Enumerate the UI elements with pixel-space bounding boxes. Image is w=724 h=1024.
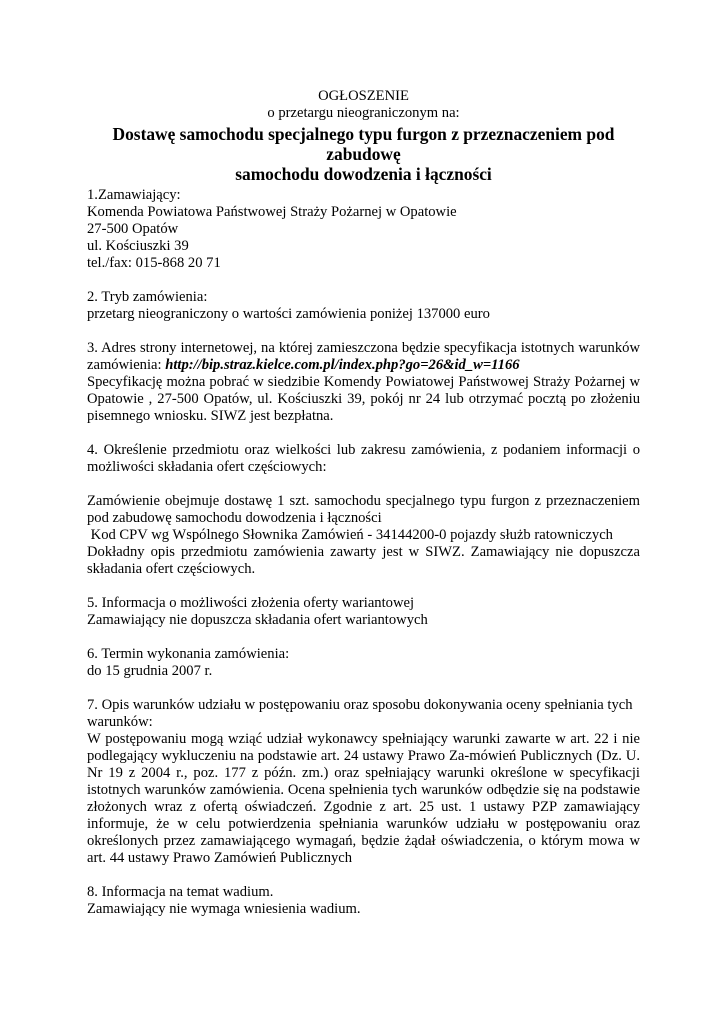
section-4-heading: 4. Określenie przedmiotu oraz wielkości lub zakresu zamówienia, z podaniem informacji o możliwości składania ofert częściowych: [87, 442, 640, 475]
section-5-text: Zamawiający nie dopuszcza składania ofert wariantowych [87, 612, 428, 628]
section-7-heading: 7. Opis warunków udziału w postępowaniu oraz sposobu dokonywania oceny spełniania tych warunków: [87, 697, 633, 730]
section-2-text: przetarg nieograniczony o wartości zamówienia poniżej 137000 euro [87, 306, 490, 322]
section-6-text: do 15 grudnia 2007 r. [87, 663, 213, 679]
section-4-subject [87, 442, 640, 578]
authority-phone: tel./fax: 015-868 20 71 [87, 255, 221, 271]
section-1-contracting-authority [87, 187, 640, 272]
section-3-text [87, 340, 640, 374]
section-8-heading: 8. Informacja na temat wadium. [87, 884, 274, 900]
section-5-heading: 5. Informacja o możliwości złożenia oferty wariantowej [87, 595, 415, 611]
section-4-text1: Zamówienie obejmuje dostawę 1 szt. samochodu specjalnego typu furgon z przeznaczeniem pod zabudowę samochodu dowodzenia i łączności [87, 493, 640, 526]
authority-street: ul. Kościuszki 39 [87, 238, 189, 254]
announcement-heading: OGŁOSZENIE [318, 88, 409, 104]
section-1-heading: 1.Zamawiający: [87, 187, 181, 203]
section-7-text: W postępowaniu mogą wziąć udział wykonawcy spełniający warunki zawarte w art. 22 i nie podlegający wykluczeniu na podstawie art. 24 ustawy Prawo Za-mówień Publicznych (Dz. U. Nr 19 z 2004 r., poz. 177 z późn. zm.) oraz spełniający warunki określone w specyfikacji istotnych warunków zamówienia. Ocena spełnienia tych warunków odbędzie się na podstawie złożonych wraz z ofertą oświadczeń. Zgodnie z art. 25 ust. 1 ustawy PZP zamawiający informuje, że w celu potwierdzenia spełniania warunków udziału w postępowaniu oraz określonych przez zamawiającego wymagań, będzie żądał oświadczenia, o którym mowa w art. 44 ustawy Prawo Zamówień Publicznych [87, 731, 640, 866]
section-4-cpv: Kod CPV wg Wspólnego Słownika Zamówień - 34144200-0 pojazdy służb ratowniczych [87, 527, 613, 543]
specification-url-link[interactable]: http://bip.straz.kielce.com.pl/index.php?go=26&id_w=1166 [165, 357, 520, 373]
section-6-heading: 6. Termin wykonania zamówienia: [87, 646, 290, 662]
authority-name: Komenda Powiatowa Państwowej Straży Pożarnej w Opatowie [87, 204, 457, 220]
announcement-subtitle: o przetargu nieograniczonym na: [267, 105, 460, 121]
section-3-website [87, 340, 640, 425]
section-2-procedure [87, 289, 640, 323]
section-5-variant-offer [87, 595, 640, 629]
document-title-line1: Dostawę samochodu specjalnego typu furgon z przeznaczeniem pod zabudowę [112, 124, 615, 164]
section-6-deadline [87, 646, 640, 680]
document-title-line2: samochodu dowodzenia i łączności [235, 164, 492, 184]
section-8-text: Zamawiający nie wymaga wniesienia wadium. [87, 901, 361, 917]
section-3-text2: Specyfikację można pobrać w siedzibie Komendy Powiatowej Państwowej Straży Pożarnej w Opatowie , 27-500 Opatów, ul. Kościuszki 39, pokój nr 24 lub otrzymać pocztą po złożeniu pisemnego wniosku. SIWZ jest bezpłatna. [87, 374, 640, 424]
authority-postal: 27-500 Opatów [87, 221, 179, 237]
section-7-conditions [87, 697, 640, 867]
document-page [87, 88, 640, 918]
section-4-text2: Dokładny opis przedmiotu zamówienia zawarty jest w SIWZ. Zamawiający nie dopuszcza składania ofert częściowych. [87, 544, 640, 577]
section-8-deposit [87, 884, 640, 918]
section-2-heading: 2. Tryb zamówienia: [87, 289, 208, 305]
section-3-intro: 3. Adres strony internetowej, na której zamieszczona będzie specyfikacja istotnych warunków zamówienia: [87, 340, 640, 373]
